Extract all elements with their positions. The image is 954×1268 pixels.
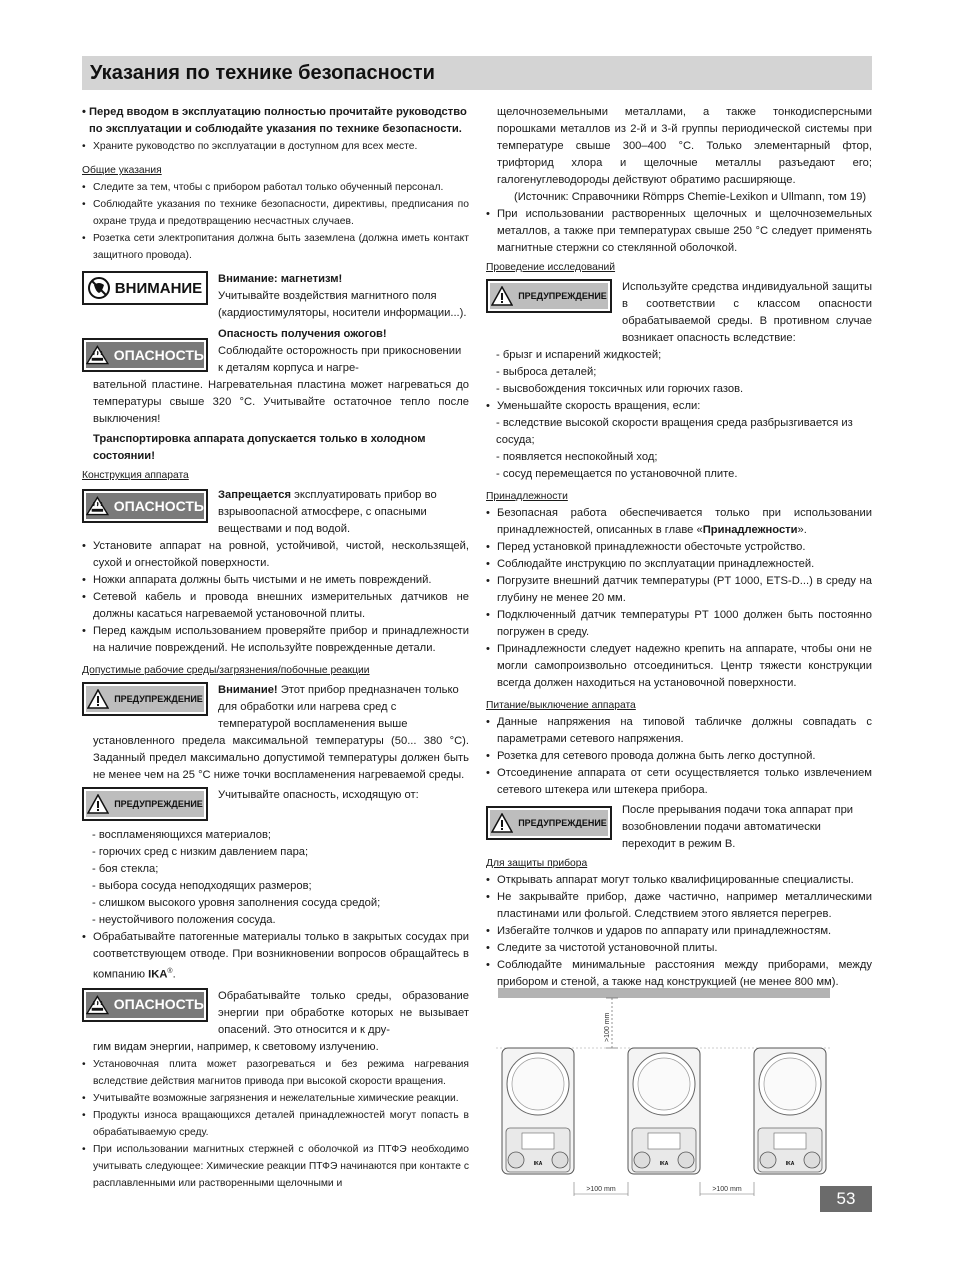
energy-text-continued: гим видам энергии, например, к световому излучению. xyxy=(93,1040,379,1053)
burn-text: Соблюдайте осторожность при прикосновении к деталям корпуса и нагре- xyxy=(218,345,462,374)
hot-surface-icon xyxy=(86,345,109,365)
warning-label: ПРЕДУПРЕЖДЕНИЕ xyxy=(518,290,607,301)
device-brand: IKA xyxy=(785,1161,795,1167)
warning-badge xyxy=(82,682,208,716)
title-bar xyxy=(82,56,872,90)
section-heading-general: Общие указания xyxy=(82,165,162,176)
list-item: - выбора сосуда неподходящих размеров; xyxy=(92,880,312,892)
section-heading-construction: Конструкция аппарата xyxy=(82,470,189,481)
hot-surface-icon xyxy=(86,995,109,1015)
attention-text: Внимание! Этот прибор предназначен только для обработки или нагрева сред с температурой воспламенения выше xyxy=(218,684,459,730)
power-warning xyxy=(486,802,872,853)
ppe-list xyxy=(486,347,872,398)
list-item: • Ножки аппарата должны быть чистыми и не иметь повреждений. xyxy=(82,572,469,589)
list-item: • Следите за чистотой установочной плиты. xyxy=(486,940,872,957)
list-item: - появляется неспокойный ход; xyxy=(496,451,658,463)
no-pacemaker-icon xyxy=(88,277,110,299)
burn-text-continued: вательной пластине. Нагревательная пластина может нагреваться до температуры свыше 320 °C. Учитывайте остаточное тепло после выключения! xyxy=(93,379,469,425)
section-heading-power: Питание/выключение аппарата xyxy=(486,700,636,711)
section-heading-media: Допустимые рабочие среды/загрязнения/побочные реакции xyxy=(82,665,370,676)
warning-badge xyxy=(486,806,612,840)
section-heading-protection: Для защиты прибора xyxy=(486,858,588,869)
intro-bold: • Перед вводом в эксплуатацию полностью прочитайте руководство по эксплуатации и соблюдайте указания по технике безопасности. xyxy=(82,106,467,135)
list-item: • Установите аппарат на ровной, устойчивой, чистой, нескользящей, сухой и огнестойкой поверхности. xyxy=(82,538,469,572)
forbidden-text: Запрещается эксплуатировать прибор во взрывоопасной атмосфере, с опасными веществами и под водой. xyxy=(218,489,437,535)
danger-label: ОПАСНОСТЬ xyxy=(113,497,204,514)
list-item: • Перед каждым использованием проверяйте прибор и принадлежности на наличие повреждений. Не используйте поврежденные детали. xyxy=(82,623,469,657)
burn-warning xyxy=(82,326,469,377)
gap-label-1: >100 mm xyxy=(586,1186,616,1193)
list-item: • Установочная плита может разогреваться и без режима нагревания вследствие действия магнитов привода при высокой скорости вращения. xyxy=(82,1056,469,1090)
speed-sublist xyxy=(486,415,872,483)
hot-surface-icon xyxy=(86,496,109,516)
danger-badge xyxy=(82,338,208,372)
section-heading-accessories: Принадлежности xyxy=(486,491,568,502)
bottom-list xyxy=(82,1056,469,1192)
pathogen-list xyxy=(82,929,469,984)
page-title: Указания по технике безопасности xyxy=(90,62,435,84)
ppe-warning xyxy=(486,279,872,347)
ignition-warning xyxy=(82,682,469,733)
list-item: • При использовании растворенных щелочных и щелочноземельных металлов, а также при температурах свыше 250 °C следует применять магнитные стержни со стеклянной оболочкой. xyxy=(486,206,872,257)
list-item: • Продукты износа вращающихся деталей принадлежностей могут попасть в обрабатываемую среду. xyxy=(82,1107,469,1141)
list-item: • Следите за тем, чтобы с прибором работал только обученный персонал. xyxy=(82,179,469,196)
caution-badge xyxy=(82,271,208,305)
attention-text-continued: установленного предела максимальной температуры (50... 380 °C). Заданный предел максимально допустимой температуры должен быть не менее чем на 25 °C ниже точки воспламенения нагреваемой среды. xyxy=(93,735,469,781)
danger-badge xyxy=(82,988,208,1022)
list-item: • Соблюдайте минимальные расстояния между приборами, между прибором и стеной, а также над конструкцией (не менее 800 мм). xyxy=(486,957,872,991)
list-item: • Розетка для сетевого провода должна быть легко доступной. xyxy=(486,748,872,765)
clearance-top-label: >100 mm xyxy=(604,1012,611,1042)
list-item: • Уменьшайте скорость вращения, если: xyxy=(486,398,872,415)
list-item: - слишком высокого уровня заполнения сосуда средой; xyxy=(92,897,381,909)
energy-warning xyxy=(82,988,469,1039)
ptfe-list xyxy=(486,206,872,257)
magnet-text: Учитывайте воздействия магнитного поля (кардиостимуляторы, носители информации...). xyxy=(218,290,467,319)
list-item: - сосуд перемещается по установочной плите. xyxy=(496,468,738,480)
power-list xyxy=(486,714,872,799)
page-number: 53 xyxy=(820,1186,872,1212)
energy-text: Обрабатывайте только среды, образование энергии при обработке которых не вызывает опасений. Это относится и к дру- xyxy=(218,989,469,1036)
list-item: - неустойчивого положения сосуда. xyxy=(92,914,276,926)
list-item: • Учитывайте возможные загрязнения и нежелательные химические реакции. xyxy=(82,1090,469,1107)
intro-list xyxy=(82,138,469,155)
caution-label: ВНИМАНИЕ xyxy=(114,279,203,297)
list-item: • Храните руководство по эксплуатации в доступном для всех месте. xyxy=(82,138,469,155)
general-list xyxy=(82,179,469,264)
list-item: • При использовании магнитных стержней с оболочкой из ПТФЭ необходимо учитывать следующее: Химические реакции ПТФЭ начинаются при контакте с расплавленными или растворенными щелочными и xyxy=(82,1141,469,1192)
list-item: • Отсоединение аппарата от сети осуществляется только извлечением сетевого штекера или штекера прибора. xyxy=(486,765,872,799)
danger-label: ОПАСНОСТЬ xyxy=(113,346,204,363)
warning-label: ПРЕДУПРЕЖДЕНИЕ xyxy=(114,798,203,809)
list-item: - выброса деталей; xyxy=(496,366,597,378)
list-item: - воспламеняющихся материалов; xyxy=(92,829,272,841)
forbidden-warning xyxy=(82,487,469,538)
list-item: - вследствие высокой скорости вращения среда разбрызгивается из сосуда; xyxy=(496,417,853,446)
right-column xyxy=(486,104,872,991)
danger-badge xyxy=(82,489,208,523)
warning-badge xyxy=(486,279,612,313)
ptfe-text-continued: щелочноземельными металлами, а также тонкодисперсными порошками металлов из 2-й и 3-й группы периодической системы при температуре свыше 300–400 °C. Только элементарный фтор, трифторид хлора и щелочные металлы разъедают его; галогенуглеводороды действуют обратимо расширяюще. xyxy=(497,106,872,186)
device-1 xyxy=(502,1048,574,1174)
ppe-text: Используйте средства индивидуальной защиты в соответствии с классом опасности обрабатываемой среды. В противном случае возникает опасность вследствие: xyxy=(622,281,872,344)
exclamation-triangle-icon xyxy=(491,286,513,306)
device-2 xyxy=(628,1048,700,1174)
list-item: - брызг и испарений жидкостей; xyxy=(496,349,662,361)
exclamation-triangle-icon xyxy=(87,794,109,814)
list-item: • Перед установкой принадлежности обесточьте устройство. xyxy=(486,539,872,556)
list-item: • Не закрывайте прибор, даже частично, например металлическими пластинами или фольгой. Следствием этого является перегрев. xyxy=(486,889,872,923)
device-brand: IKA xyxy=(533,1161,543,1167)
distance-diagram xyxy=(496,986,832,1196)
list-item: • Соблюдайте указания по технике безопасности, директивы, предписания по охране труда и предотвращению несчастных случаев. xyxy=(82,196,469,230)
list-item: • Безопасная работа обеспечивается только при использовании принадлежностей, описанных в главе «Принадлежности». xyxy=(486,505,872,539)
ceiling-bar xyxy=(498,988,830,998)
warning-badge xyxy=(82,787,208,821)
transport-warning: Транспортировка аппарата допускается только в холодном состоянии! xyxy=(93,433,426,462)
list-item: • Открывать аппарат могут только квалифицированные специалисты. xyxy=(486,872,872,889)
magnet-warning xyxy=(82,271,469,322)
exclamation-triangle-icon xyxy=(87,689,109,709)
list-item: • Сетевой кабель и провода внешних измерительных датчиков не должны касаться нагреваемой установочной плиты. xyxy=(82,589,469,623)
list-item: • Соблюдайте инструкцию по эксплуатации принадлежностей. xyxy=(486,556,872,573)
device-brand: IKA xyxy=(659,1161,669,1167)
construction-list xyxy=(82,538,469,657)
warning-label: ПРЕДУПРЕЖДЕНИЕ xyxy=(518,817,607,828)
speed-list xyxy=(486,398,872,415)
power-warning-text: После прерывания подачи тока аппарат при возобновлении подачи автоматически переходит в режим B. xyxy=(622,804,854,850)
danger-list xyxy=(82,827,469,929)
list-item: • Погрузите внешний датчик температуры (PT 1000, ETS-D...) в среду на глубину не менее 20 мм. xyxy=(486,573,872,607)
list-item: - высвобождения токсичных или горючих газов. xyxy=(496,383,744,395)
burn-title: Опасность получения ожогов! xyxy=(218,328,387,340)
gap-label-2: >100 mm xyxy=(712,1186,742,1193)
magnet-title: Внимание: магнетизм! xyxy=(218,273,343,285)
warning-label: ПРЕДУПРЕЖДЕНИЕ xyxy=(114,693,203,704)
list-item: • Розетка сети электропитания должна быть заземлена (должна иметь контакт защитного провода). xyxy=(82,230,469,264)
list-item: • Обрабатывайте патогенные материалы только в закрытых сосудах при соответствующем отводе. При возникновении вопросов обращайтесь в компанию IKA®. xyxy=(82,929,469,984)
list-item: • Подключенный датчик температуры PT 1000 должен быть постоянно погружен в среду. xyxy=(486,607,872,641)
danger-label: ОПАСНОСТЬ xyxy=(113,996,204,1013)
protection-list xyxy=(486,872,872,991)
list-item: • Избегайте толчков и ударов по аппарату или принадлежностям. xyxy=(486,923,872,940)
list-item: - горючих сред с низким давлением пара; xyxy=(92,846,309,858)
list-item: - боя стекла; xyxy=(92,863,159,875)
left-column xyxy=(82,104,469,1192)
accessories-list xyxy=(486,505,872,692)
section-heading-research: Проведение исследований xyxy=(486,262,616,273)
danger-from-text: Учитывайте опасность, исходящую от: xyxy=(218,789,419,801)
source-note: (Источник: Справочники Römpps Chemie-Lexikon и Ullmann, том 19) xyxy=(514,191,867,203)
list-item: • Принадлежности следует надежно крепить на аппарате, чтобы они не могли самопроизвольно отсоединиться. Центр тяжести конструкции всегда должен находиться на установочной поверхности. xyxy=(486,641,872,692)
exclamation-triangle-icon xyxy=(491,813,513,833)
list-item: • Данные напряжения на типовой табличке должны совпадать с параметрами сетевого напряжения. xyxy=(486,714,872,748)
hazard-warning xyxy=(82,787,469,821)
device-3 xyxy=(754,1048,826,1174)
